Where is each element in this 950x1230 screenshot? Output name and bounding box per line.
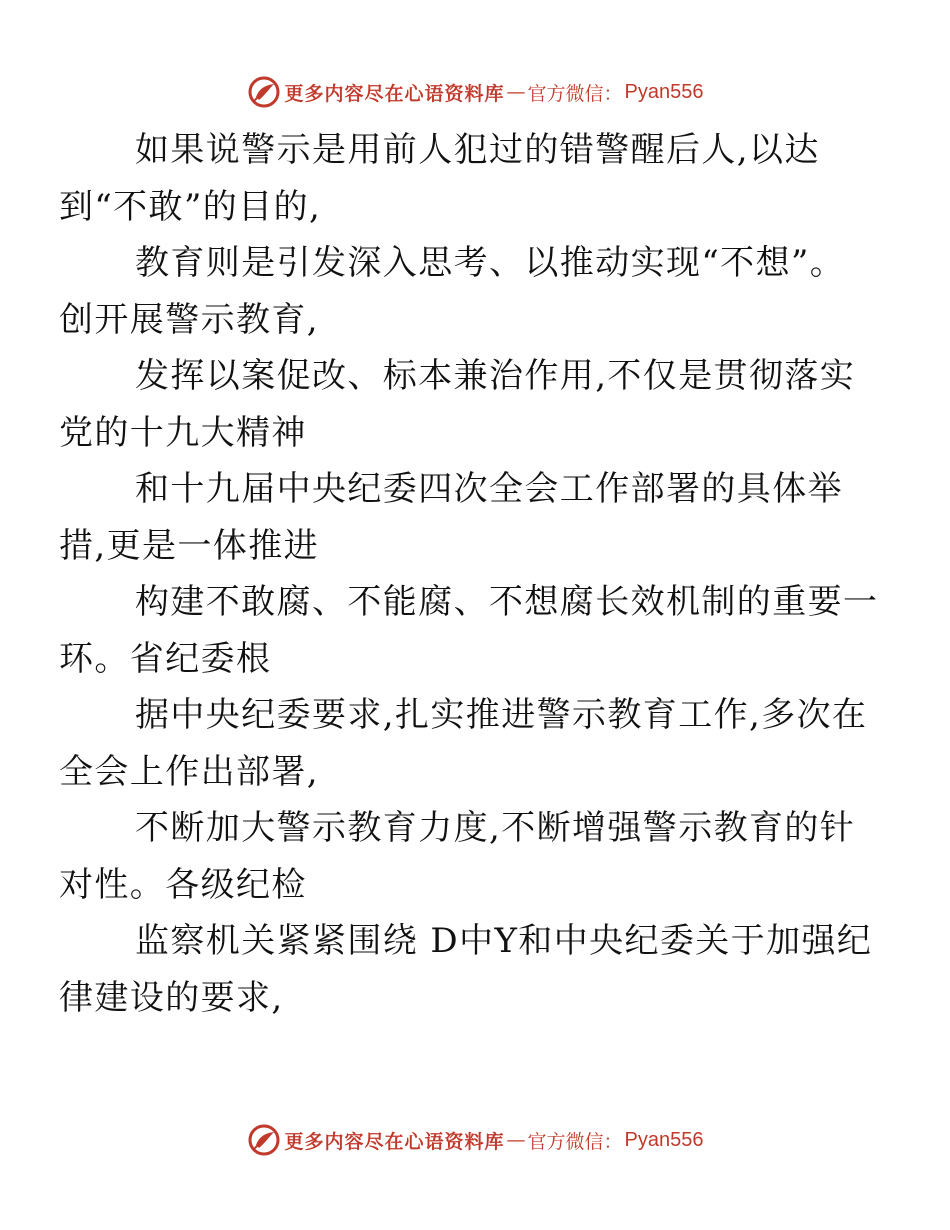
banner-separator: — — [506, 1129, 526, 1151]
paragraph-line: 创开展警示教育, — [59, 299, 320, 340]
header-banner — [0, 72, 950, 112]
banner-wechat-id: Pyan556 — [624, 1128, 704, 1151]
paragraph-line: 发挥以案促改、标本兼治作用,不仅是贯彻落实 — [135, 356, 856, 396]
banner-wechat-id: Pyan556 — [624, 80, 704, 103]
paragraph-line: 对性。各级纪检 — [59, 864, 307, 905]
paragraph-line: 不断加大警示教育力度,不断增强警示教育的针 — [135, 808, 856, 848]
paragraph — [59, 235, 867, 348]
paragraph-line: 如果说警示是用前人犯过的错警醒后人,以达 — [135, 130, 820, 170]
paragraph-line: 措,更是一体推进 — [59, 525, 320, 566]
banner-brand-text: 更多内容尽在心语资料库 — [284, 82, 505, 105]
paragraph — [59, 687, 868, 800]
paragraph — [59, 574, 879, 687]
footer-banner — [0, 1120, 950, 1160]
banner-wechat-label: 官方微信： — [527, 1130, 623, 1153]
paragraph-line: 构建不敢腐、不能腐、不想腐长效机制的重要一 — [135, 582, 879, 622]
banner-brand-text: 更多内容尽在心语资料库 — [284, 1130, 505, 1153]
paragraph-line: 教育则是引发深入思考、以推动实现“不想”。 — [135, 243, 846, 283]
paragraph-line: 全会上作出部署, — [59, 751, 320, 792]
paragraph-line: 据中央纪委要求,扎实推进警示教育工作,多次在 — [135, 695, 868, 735]
paragraph-line: 律建设的要求, — [59, 977, 284, 1018]
banner-separator: — — [506, 81, 526, 103]
paragraph — [59, 913, 873, 1026]
banner-wechat-label: 官方微信： — [527, 82, 623, 105]
brand-logo-icon — [247, 75, 281, 109]
brand-logo-icon — [247, 1123, 281, 1157]
paragraph-line: 环。省纪委根 — [59, 638, 272, 679]
document-body — [59, 122, 879, 1026]
paragraph — [59, 461, 867, 574]
paragraph-line: 到“不敢”的目的, — [59, 186, 322, 227]
paragraph-line: 和十九届中央纪委四次全会工作部署的具体举 — [135, 469, 843, 509]
paragraph-line: 党的十九大精神 — [59, 412, 307, 453]
paragraph — [59, 800, 867, 913]
paragraph-line: 监察机关紧紧围绕 D中Y和中央纪委关于加强纪 — [135, 921, 873, 961]
paragraph — [59, 122, 867, 235]
paragraph — [59, 348, 867, 461]
